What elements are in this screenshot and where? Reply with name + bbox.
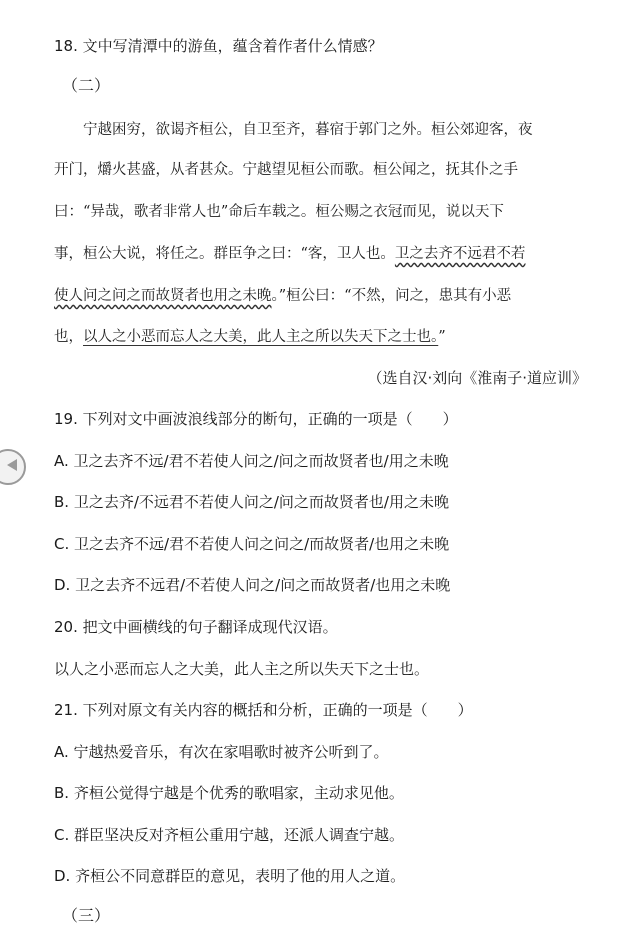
back-button[interactable] bbox=[0, 449, 26, 485]
question-21-option-b: B. 齐桓公觉得宁越是个优秀的歌唱家，主动求见他。 bbox=[54, 784, 404, 802]
question-21-option-c: C. 群臣坚决反对齐桓公重用宁越，还派人调查宁越。 bbox=[54, 826, 405, 844]
chevron-left-icon bbox=[0, 457, 19, 477]
question-20-stem: 20. 把文中画横线的句子翻译成现代汉语。 bbox=[54, 618, 338, 636]
section-3-heading: （三） bbox=[62, 906, 111, 925]
passage-line-4-text: 事，桓公大说，将任之。群臣争之曰：“客，卫人也。 bbox=[54, 246, 395, 262]
wavy-underlined-text-1: 卫之去齐不远君不若 bbox=[394, 246, 526, 262]
question-21-option-d: D. 齐桓公不同意群臣的意见，表明了他的用人之道。 bbox=[54, 867, 406, 885]
question-19-option-d: D. 卫之去齐不远君/不若使人问之/问之而故贤者/也用之未晚 bbox=[54, 576, 451, 594]
passage-line-1: 宁越困穷，欲谒齐桓公，自卫至齐，暮宿于郭门之外。桓公郊迎客，夜 bbox=[83, 122, 533, 138]
passage-line-5-text: 。”桓公曰：“不然，问之，患其有小恶 bbox=[271, 288, 512, 304]
passage-line-3: 曰：“异哉，歌者非常人也”命后车载之。桓公赐之衣冠而见，说以天下 bbox=[54, 204, 504, 220]
passage-line-5 bbox=[54, 286, 594, 306]
question-21-stem: 21. 下列对原文有关内容的概括和分析，正确的一项是（ ） bbox=[54, 701, 473, 719]
passage-line-6-start: 也， bbox=[54, 329, 83, 345]
passage-line-2: 开门，爝火甚盛，从者甚众。宁越望见桓公而歌。桓公闻之，抚其仆之手 bbox=[54, 162, 518, 178]
section-2-heading: （二） bbox=[62, 76, 111, 95]
question-19-option-b: B. 卫之去齐/不远君不若使人问之/问之而故贤者也/用之未晚 bbox=[54, 493, 449, 511]
question-18: 18. 文中写清潭中的游鱼，蕴含着作者什么情感？ bbox=[54, 37, 383, 55]
question-20-sentence: 以人之小恶而忘人之大美，此人主之所以失天下之士也。 bbox=[54, 660, 430, 678]
passage-line-4 bbox=[54, 244, 594, 264]
passage-source: （选自汉·刘向《淮南子·道应训》 bbox=[367, 369, 587, 387]
question-21-option-a: A. 宁越热爱音乐，有次在家唱歌时被齐公听到了。 bbox=[54, 743, 389, 761]
question-19-option-a: A. 卫之去齐不远/君不若使人问之/问之而故贤者也/用之未晚 bbox=[54, 452, 449, 470]
wavy-underlined-text-2: 使人问之问之而故贤者也用之未晚 bbox=[54, 288, 272, 304]
question-19-option-c: C. 卫之去齐不远/君不若使人问之问之/而故贤者/也用之未晚 bbox=[54, 535, 450, 553]
passage-line-6 bbox=[54, 327, 594, 347]
underlined-sentence: 以人之小恶而忘人之大美，此人主之所以失天下之士也。 bbox=[83, 329, 439, 345]
passage-line-6-end: ” bbox=[438, 329, 446, 345]
question-19-stem: 19. 下列对文中画波浪线部分的断句，正确的一项是（ ） bbox=[54, 410, 458, 428]
